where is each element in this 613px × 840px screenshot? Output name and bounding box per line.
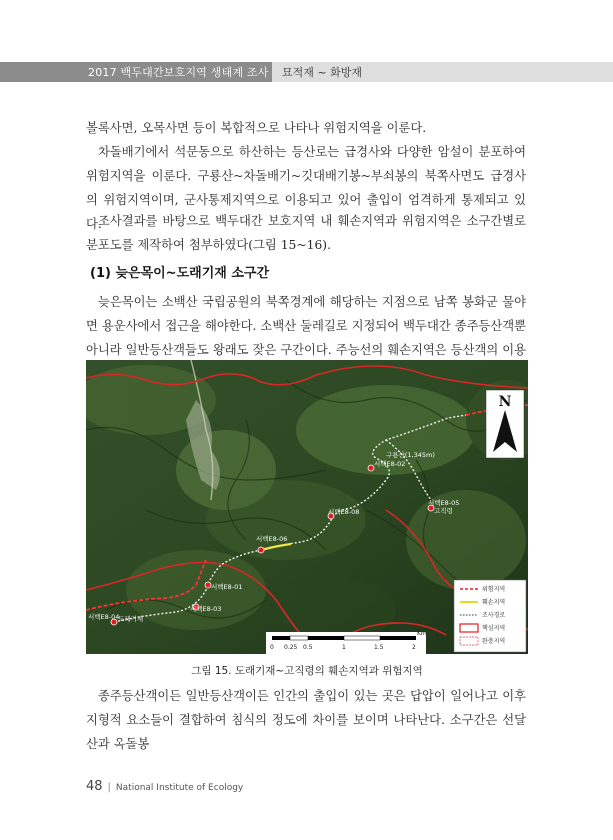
label-peak: 구룡산(1,345m) [386, 451, 435, 459]
paragraph-2-text: 차돌배기에서 석문동으로 하산하는 등산로는 급경사와 다양한 암설이 분포하여 위험지역을 이룬다. 구룡산~차돌배기~깃대배기봉~부쇠봉의 북쪽사면도 급경사의 위험지역이며, 군사통제지역으로 이용되고 있어 출입이 엄격하게 통제되고 있다. [86, 145, 526, 231]
scale-tick-5: 2 [412, 644, 416, 651]
footer-institute: National Institute of Ecology [115, 783, 244, 793]
scale-tick-0: 0 [270, 644, 274, 651]
label-seb08: 서백E8-08 [328, 508, 360, 516]
footer-separator: | [107, 782, 111, 793]
label-seb05: 서백E8-05 [428, 499, 460, 507]
label-seb03: 서백E8-03 [190, 605, 222, 613]
legend-item-3: 조사경로 [482, 612, 506, 619]
scale-bar [272, 636, 416, 640]
legend-item-4: 핵심지역 [482, 625, 506, 632]
label-seb05-sub: 고직령 [434, 507, 453, 515]
paragraph-1 [86, 116, 526, 140]
label-seb02: 서백E8-02 [374, 460, 406, 468]
scale-tick-4: 1.5 [374, 644, 384, 651]
label-seb01: 서백E8-01 [211, 583, 243, 591]
label-seb06: 서백E8-06 [256, 535, 288, 543]
scale-tick-2: 0.5 [303, 644, 313, 651]
scale-unit: Km [417, 630, 427, 637]
footer [86, 775, 243, 794]
paragraph-1-text: 볼록사면, 오목사면 등이 복합적으로 나타나 위험지역을 이룬다. [86, 121, 427, 135]
page-number: 48 [86, 779, 103, 794]
header-title: 2017 백두대간보호지역 생태계 조사 [88, 66, 269, 79]
legend-item-5: 완충지역 [482, 638, 506, 645]
map-figure [86, 360, 528, 654]
paragraph-5-text: 늦은목이는 소백산 국립공원의 북쪽경계에 해당하는 지점으로 남쪽 봉화군 물야면 용운사에서 접근을 해야한다. 소백산 둘레길로 지정되어 백두대간 종주등산객뿐 아니라 일반등산객들도 왕래도 잦은 구간이다. 주능선의 훼손지역은 등산객의 이용 [86, 295, 526, 357]
header-subtitle: 묘적재 ~ 화방재 [282, 66, 362, 79]
paragraph-3 [86, 209, 526, 257]
scale-tick-1: 0.25 [284, 644, 298, 651]
north-label: N [498, 394, 512, 410]
label-seb04: 서백E8-04 [88, 613, 120, 621]
paragraph-3-text: 조사결과를 바탕으로 백두대간 보호지역 내 훼손지역과 위험지역은 소구간별로 분포도를 제작하여 첨부하였다(그림 15~16). [86, 214, 526, 252]
paragraph-6 [86, 684, 526, 756]
figure-caption: 그림 15. 도래기재~고직령의 훼손지역과 위험지역 [191, 665, 423, 677]
label-seb04-sub: 도래기재 [118, 615, 144, 623]
legend-item-1: 위험지역 [482, 586, 506, 593]
section-heading: (1) 늦은목이~도래기재 소구간 [90, 266, 270, 281]
paragraph-6-text: 종주등산객이든 일반등산객이든 인간의 출입이 있는 곳은 답압이 일어나고 이후 지형적 요소들이 결합하여 침식의 정도에 차이를 보이며 나타난다. 소구간은 선달산과 옥돌봉 [86, 689, 526, 751]
scale-tick-3: 1 [342, 644, 346, 651]
point-seb06 [258, 547, 264, 553]
legend-item-2: 훼손지역 [482, 599, 506, 606]
